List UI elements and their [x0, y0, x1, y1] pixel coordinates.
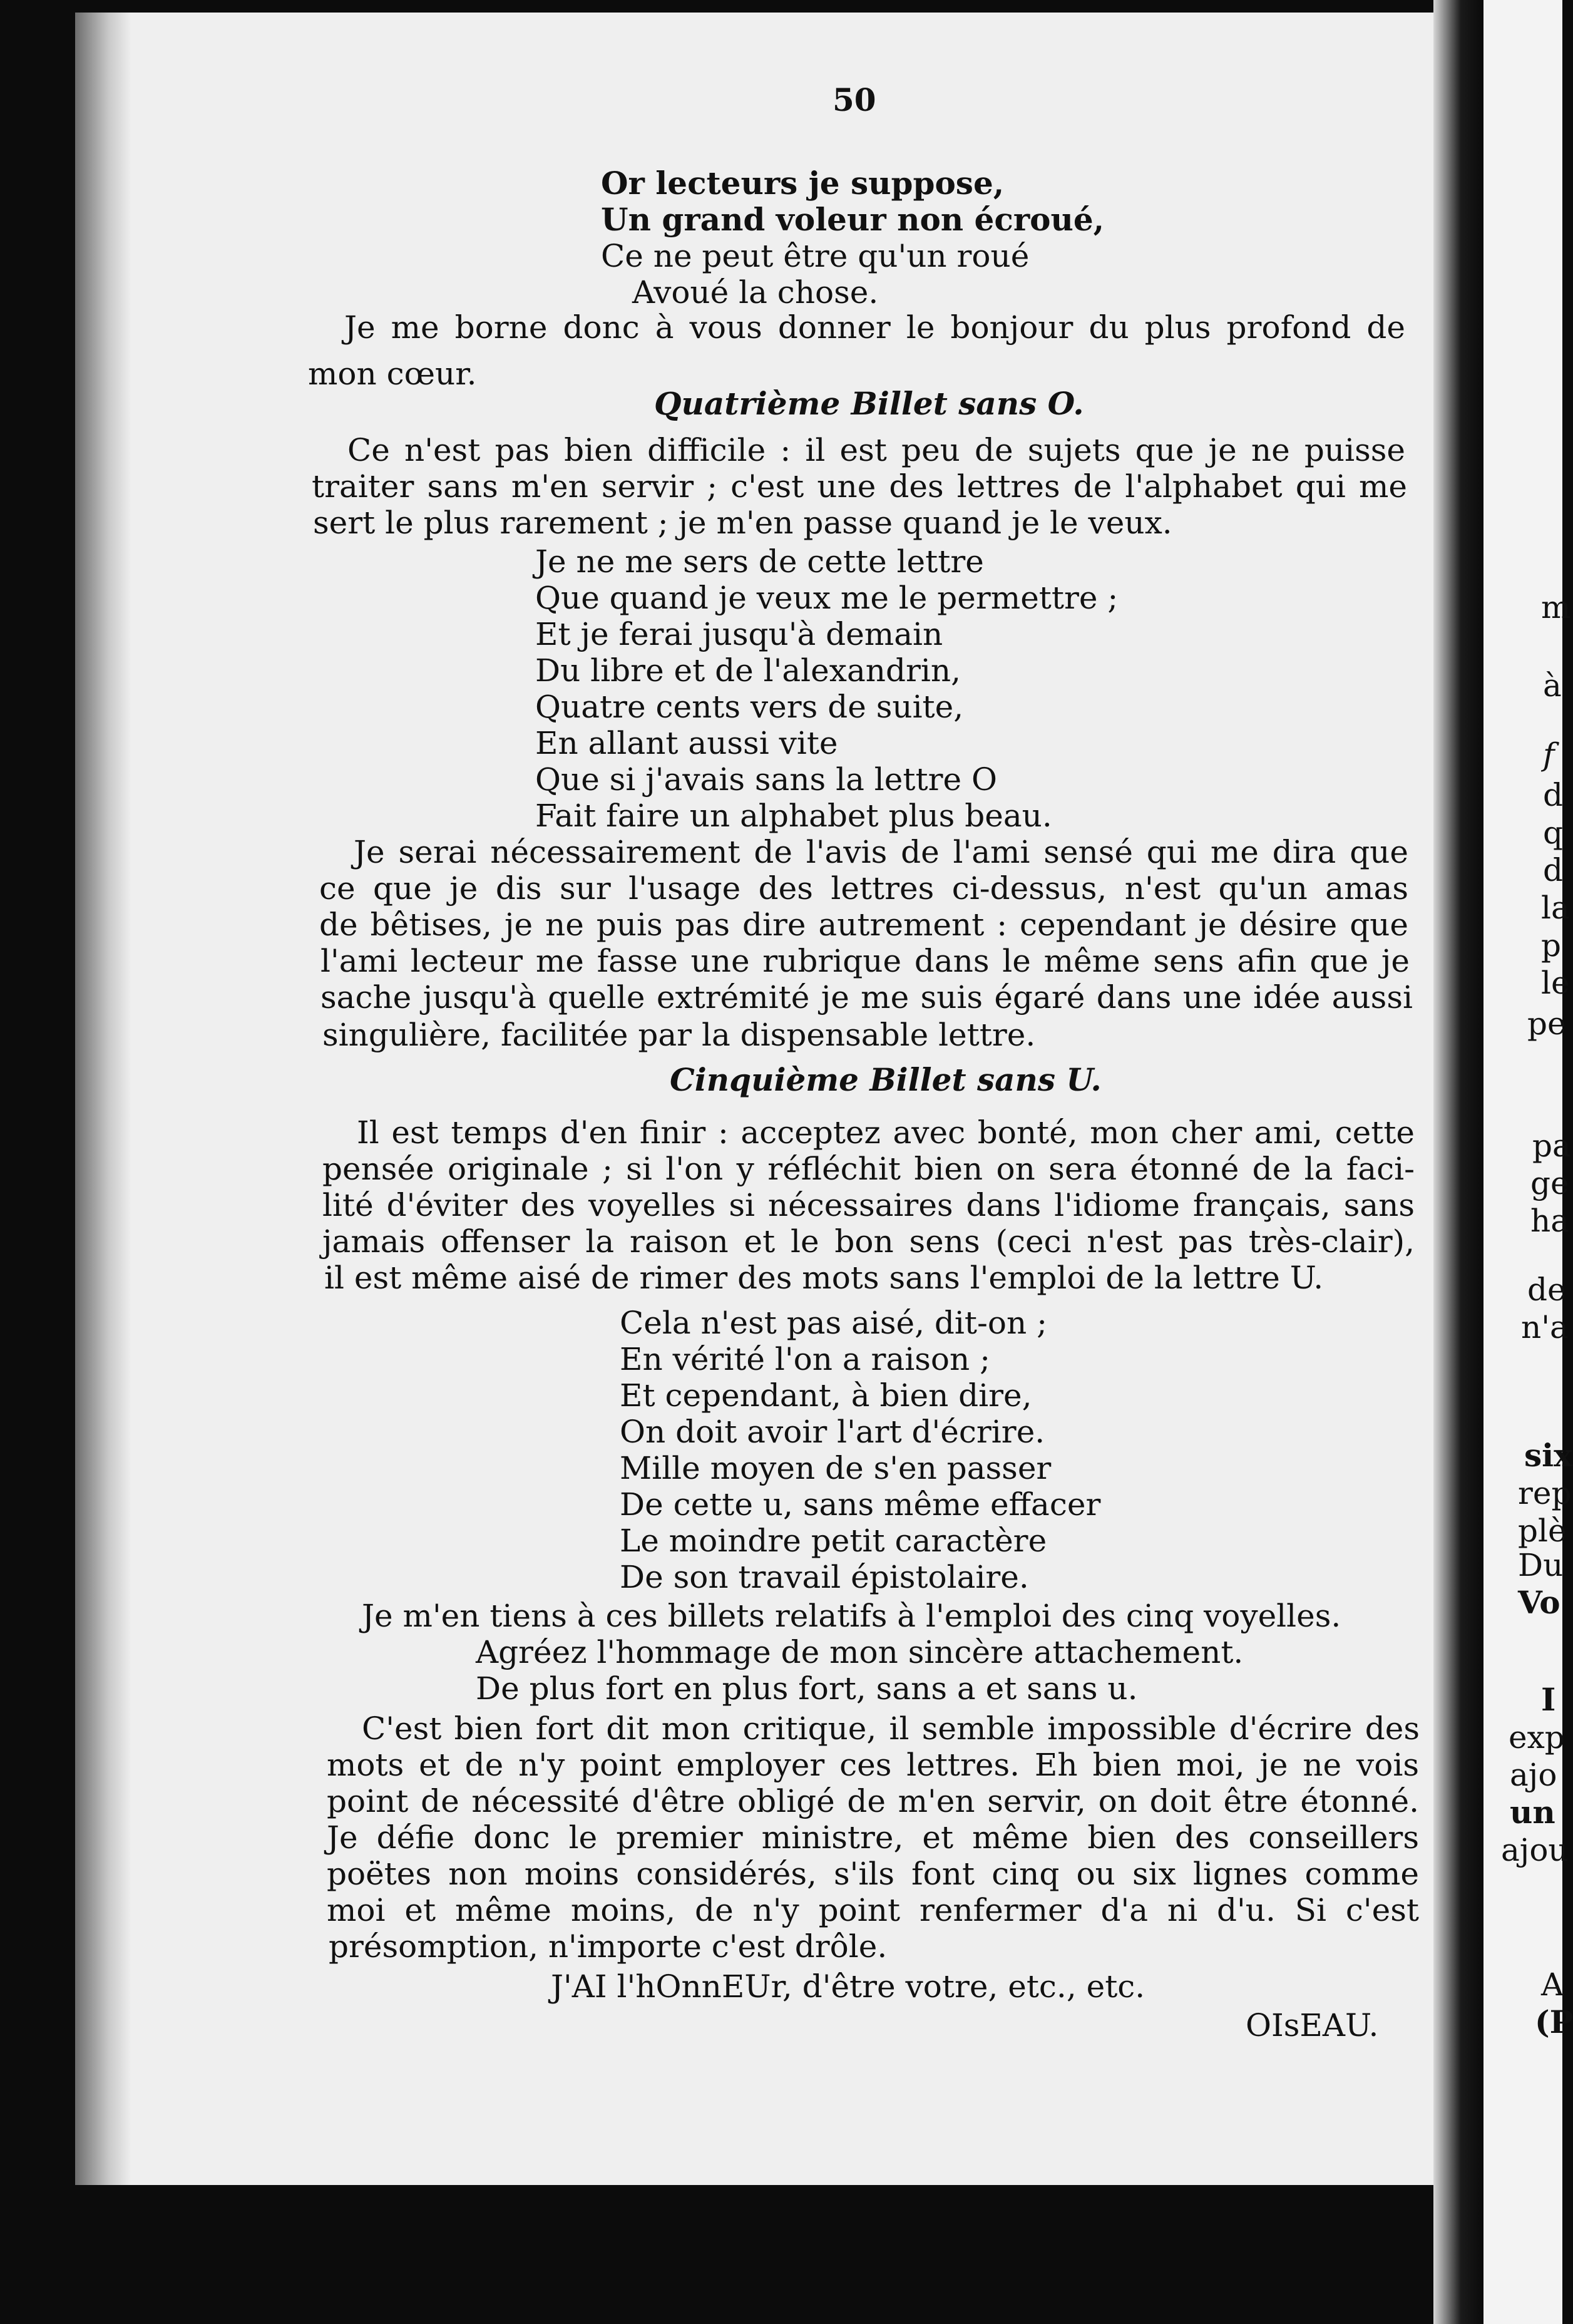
poem-line: De son travail épistolaire. — [620, 1559, 1029, 1595]
adjacent-page-fragment: ge — [1530, 1165, 1569, 1201]
poem-line: Je ne me sers de cette lettre — [535, 543, 984, 580]
paragraph-line: lité d'éviter des voyelles si nécessaires dans l'idiome français, sans — [322, 1187, 1415, 1223]
page-fold-shadow — [1433, 0, 1483, 2324]
paragraph-line: sache jusqu'à quelle extrémité je me suis égaré dans une idée aussi — [320, 979, 1413, 1015]
adjacent-page-fragment: plè — [1518, 1513, 1567, 1549]
adjacent-page-fragment: d — [1543, 777, 1564, 813]
adjacent-page-fragment: Vo — [1518, 1584, 1560, 1621]
paragraph-line: point de nécessité d'être obligé de m'en servir, on doit être étonné. — [327, 1783, 1419, 1819]
adjacent-page-fragment: à — [1543, 667, 1562, 704]
adjacent-page-fragment: la — [1541, 890, 1570, 926]
paragraph-line: ce que je dis sur l'usage des lettres ci-dessus, n'est qu'un amas — [319, 870, 1408, 907]
adjacent-page-fragment: rep — [1518, 1475, 1572, 1511]
poem-line: Du libre et de l'alexandrin, — [535, 652, 961, 689]
adjacent-page-fragment: ajo — [1510, 1757, 1557, 1793]
poem-line: On doit avoir l'art d'écrire. — [620, 1414, 1045, 1450]
poem-line: Quatre cents vers de suite, — [535, 689, 964, 725]
paragraph-line: mon cœur. — [308, 356, 477, 392]
poem-line: Fait faire un alphabet plus beau. — [535, 798, 1052, 834]
paragraph-line: l'ami lecteur me fasse une rubrique dans le même sens afin que je — [320, 943, 1410, 979]
adjacent-page-fragment: de — [1527, 1272, 1566, 1308]
paragraph-line: C'est bien fort dit mon critique, il semble impossible d'écrire des — [362, 1710, 1420, 1747]
adjacent-page-fragment: A — [1541, 1967, 1564, 2003]
adjacent-page-fragment: d — [1543, 852, 1564, 888]
poem-line: Cela n'est pas aisé, dit-on ; — [620, 1305, 1047, 1341]
closing-line: Agréez l'hommage de mon sincère attachement. — [476, 1634, 1244, 1670]
paragraph-line: jamais offenser la raison et le bon sens (ceci n'est pas très-clair), — [322, 1223, 1415, 1260]
adjacent-page-fragment: Du — [1518, 1547, 1564, 1583]
closing-line: De plus fort en plus fort, sans a et sans u. — [476, 1670, 1138, 1707]
adjacent-page-fragment: pa — [1532, 1128, 1571, 1164]
paragraph-line: présomption, n'importe c'est drôle. — [329, 1928, 888, 1965]
paragraph-line: pensée originale ; si l'on y réfléchit bien on sera étonné de la faci- — [322, 1151, 1415, 1187]
paragraph-line: il est même aisé de rimer des mots sans l'emploi de la lettre U. — [324, 1260, 1324, 1296]
adjacent-page-fragment: ajou — [1501, 1832, 1569, 1868]
adjacent-page-fragment: le — [1541, 965, 1570, 1001]
poem-line: Que si j'avais sans la lettre O — [535, 761, 997, 798]
page-number: 50 — [833, 81, 876, 118]
paragraph-line: singulière, facilitée par la dispensable lettre. — [322, 1017, 1036, 1053]
paragraph-line: poëtes non moins considérés, s'ils font cinq ou six lignes comme — [327, 1856, 1419, 1892]
poem-line: Mille moyen de s'en passer — [620, 1450, 1052, 1486]
poem-line: Le moindre petit caractère — [620, 1523, 1047, 1559]
section-heading: Cinquième Billet sans U. — [670, 1061, 1102, 1098]
adjacent-page-fragment: six — [1524, 1437, 1572, 1474]
adjacent-page-fragment: ha — [1530, 1203, 1570, 1239]
adjacent-page-fragment: exp — [1509, 1719, 1565, 1756]
signature: OIsEAU. — [1246, 2007, 1379, 2044]
signoff-line: J'AI l'hOnnEUr, d'être votre, etc., etc. — [551, 1968, 1145, 2005]
gutter-shadow — [75, 13, 131, 2185]
poem-line: Et cependant, à bien dire, — [620, 1377, 1032, 1414]
poem-line: Or lecteurs je suppose, — [601, 165, 1005, 202]
poem-line: En allant aussi vite — [535, 725, 838, 761]
poem-line: Ce ne peut être qu'un roué — [601, 238, 1030, 274]
paragraph-line: Je défie donc le premier ministre, et même bien des conseillers — [327, 1819, 1419, 1856]
paragraph-line: mots et de n'y point employer ces lettres. Eh bien moi, je ne vois — [327, 1747, 1419, 1783]
adjacent-page-fragment: I — [1541, 1681, 1556, 1718]
adjacent-page-fragment: m — [1541, 589, 1571, 625]
poem-line: Et je ferai jusqu'à demain — [535, 616, 943, 652]
poem-line: Un grand voleur non écroué, — [601, 201, 1105, 238]
paragraph-line: Je serai nécessairement de l'avis de l'ami sensé qui me dira que — [354, 834, 1408, 870]
poem-line: De cette u, sans même effacer — [620, 1486, 1101, 1523]
adjacent-page-fragment: un — [1510, 1794, 1555, 1831]
poem-line: Que quand je veux me le permettre ; — [535, 580, 1119, 616]
adjacent-page-fragment: (P — [1535, 2003, 1573, 2040]
paragraph-line: sert le plus rarement ; je m'en passe quand je le veux. — [313, 505, 1172, 541]
section-heading: Quatrième Billet sans O. — [654, 385, 1084, 422]
closing-line: Je m'en tiens à ces billets relatifs à l'emploi des cinq voyelles. — [362, 1598, 1341, 1634]
adjacent-page-fragment: f — [1543, 736, 1555, 773]
poem-line: Avoué la chose. — [632, 274, 879, 311]
adjacent-page-fragment: p — [1541, 927, 1562, 964]
paragraph-line: Il est temps d'en finir : acceptez avec bonté, mon cher ami, cette — [357, 1114, 1415, 1151]
paragraph-line: Je me borne donc à vous donner le bonjour du plus profond de — [344, 309, 1405, 346]
paragraph-line: traiter sans m'en servir ; c'est une des lettres de l'alphabet qui me — [312, 468, 1407, 505]
paragraph-line: de bêtises, je ne puis pas dire autrement : cependant je désire que — [319, 907, 1408, 943]
adjacent-page-fragment: q — [1543, 815, 1564, 851]
adjacent-page-fragment: pe — [1527, 1005, 1566, 1042]
adjacent-page-fragment: n'a — [1521, 1309, 1569, 1345]
paragraph-line: moi et même moins, de n'y point renfermer d'a ni d'u. Si c'est — [327, 1892, 1419, 1928]
poem-line: En vérité l'on a raison ; — [620, 1341, 990, 1377]
paragraph-line: Ce n'est pas bien difficile : il est peu de sujets que je ne puisse — [347, 432, 1405, 468]
